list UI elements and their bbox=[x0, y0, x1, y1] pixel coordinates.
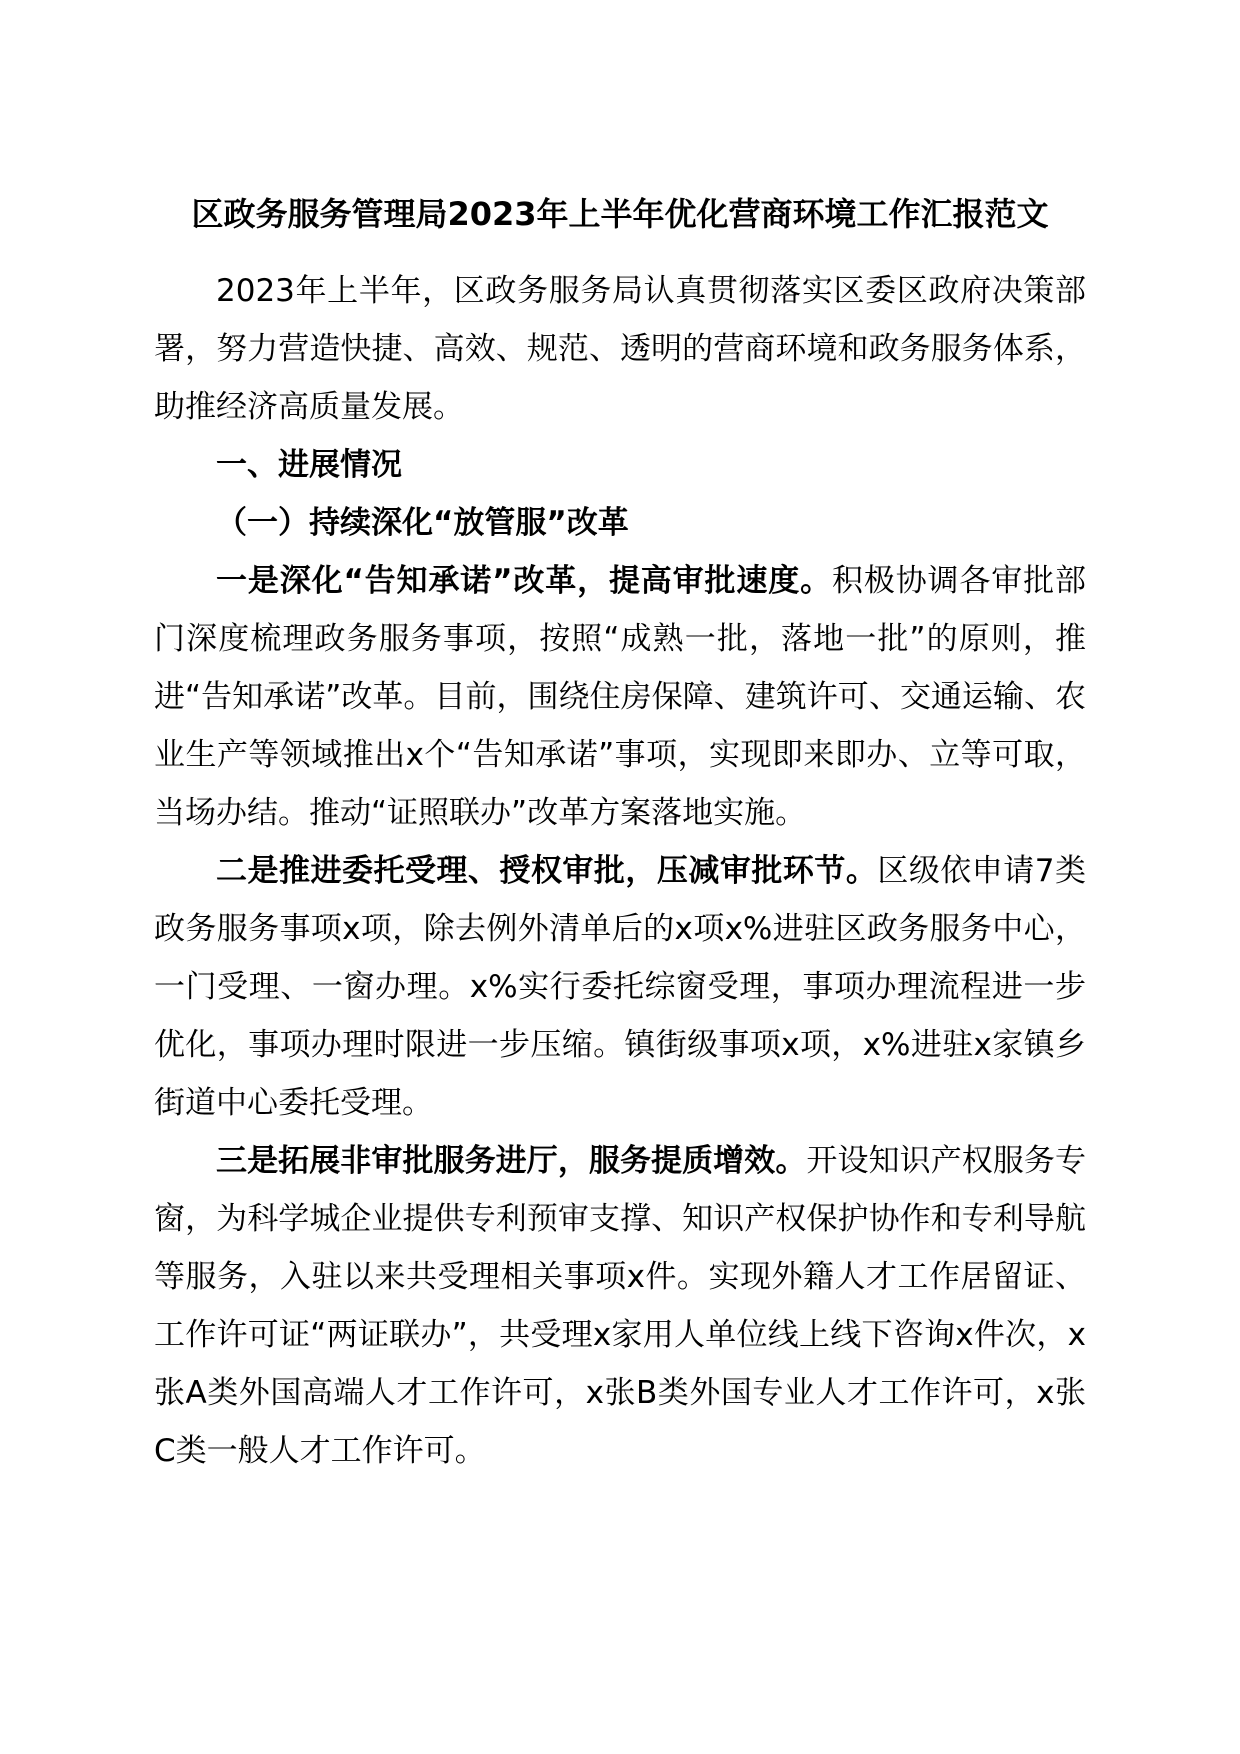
section-heading: 一、进展情况 bbox=[216, 447, 402, 483]
item-text-1: 积极协调各审批部门深度梳理政务服务事项，按照“成熟一批，落地一批”的原则，推进“告知承诺”改革。目前，围绕住房保障、建筑许可、交通运输、农业生产等领域推出x个“告知承诺”事项，实现即来即办、立等可取，当场办结。推动“证照联办”改革方案落地实施。 bbox=[154, 563, 1086, 831]
item-paragraph-2 bbox=[154, 842, 1086, 1132]
item-text-2: 区级依申请7类政务服务事项x项，除去例外清单后的x项x%进驻区政务服务中心，一门受理、一窗办理。x%实行委托综窗受理，事项办理流程进一步优化，事项办理时限进一步压缩。镇街级事项x项，x%进驻x家镇乡街道中心委托受理。 bbox=[154, 853, 1086, 1121]
item-lead-3: 三是拓展非审批服务进厅，服务提质增效。 bbox=[216, 1143, 807, 1179]
item-lead-1: 一是深化“告知承诺”改革，提高审批速度。 bbox=[216, 563, 832, 599]
item-paragraph-3 bbox=[154, 1132, 1086, 1480]
item-paragraph-1 bbox=[154, 552, 1086, 842]
document-body bbox=[154, 188, 1086, 1480]
item-text-3: 开设知识产权服务专窗，为科学城企业提供专利预审支撑、知识产权保护协作和专利导航等服务，入驻以来共受理相关事项x件。实现外籍人才工作居留证、工作许可证“两证联办”，共受理x家用人单位线上线下咨询x件次，x张A类外国高端人才工作许可，x张B类外国专业人才工作许可，x张C类一般人才工作许可。 bbox=[154, 1143, 1086, 1469]
document-title: 区政务服务管理局2023年上半年优化营商环境工作汇报范文 bbox=[191, 195, 1049, 233]
intro-paragraph: 2023年上半年，区政务服务局认真贯彻落实区委区政府决策部署，努力营造快捷、高效、规范、透明的营商环境和政务服务体系，助推经济高质量发展。 bbox=[154, 273, 1086, 425]
subsection-heading: （一）持续深化“放管服”改革 bbox=[216, 505, 629, 541]
item-lead-2: 二是推进委托受理、授权审批，压减审批环节。 bbox=[216, 853, 878, 889]
